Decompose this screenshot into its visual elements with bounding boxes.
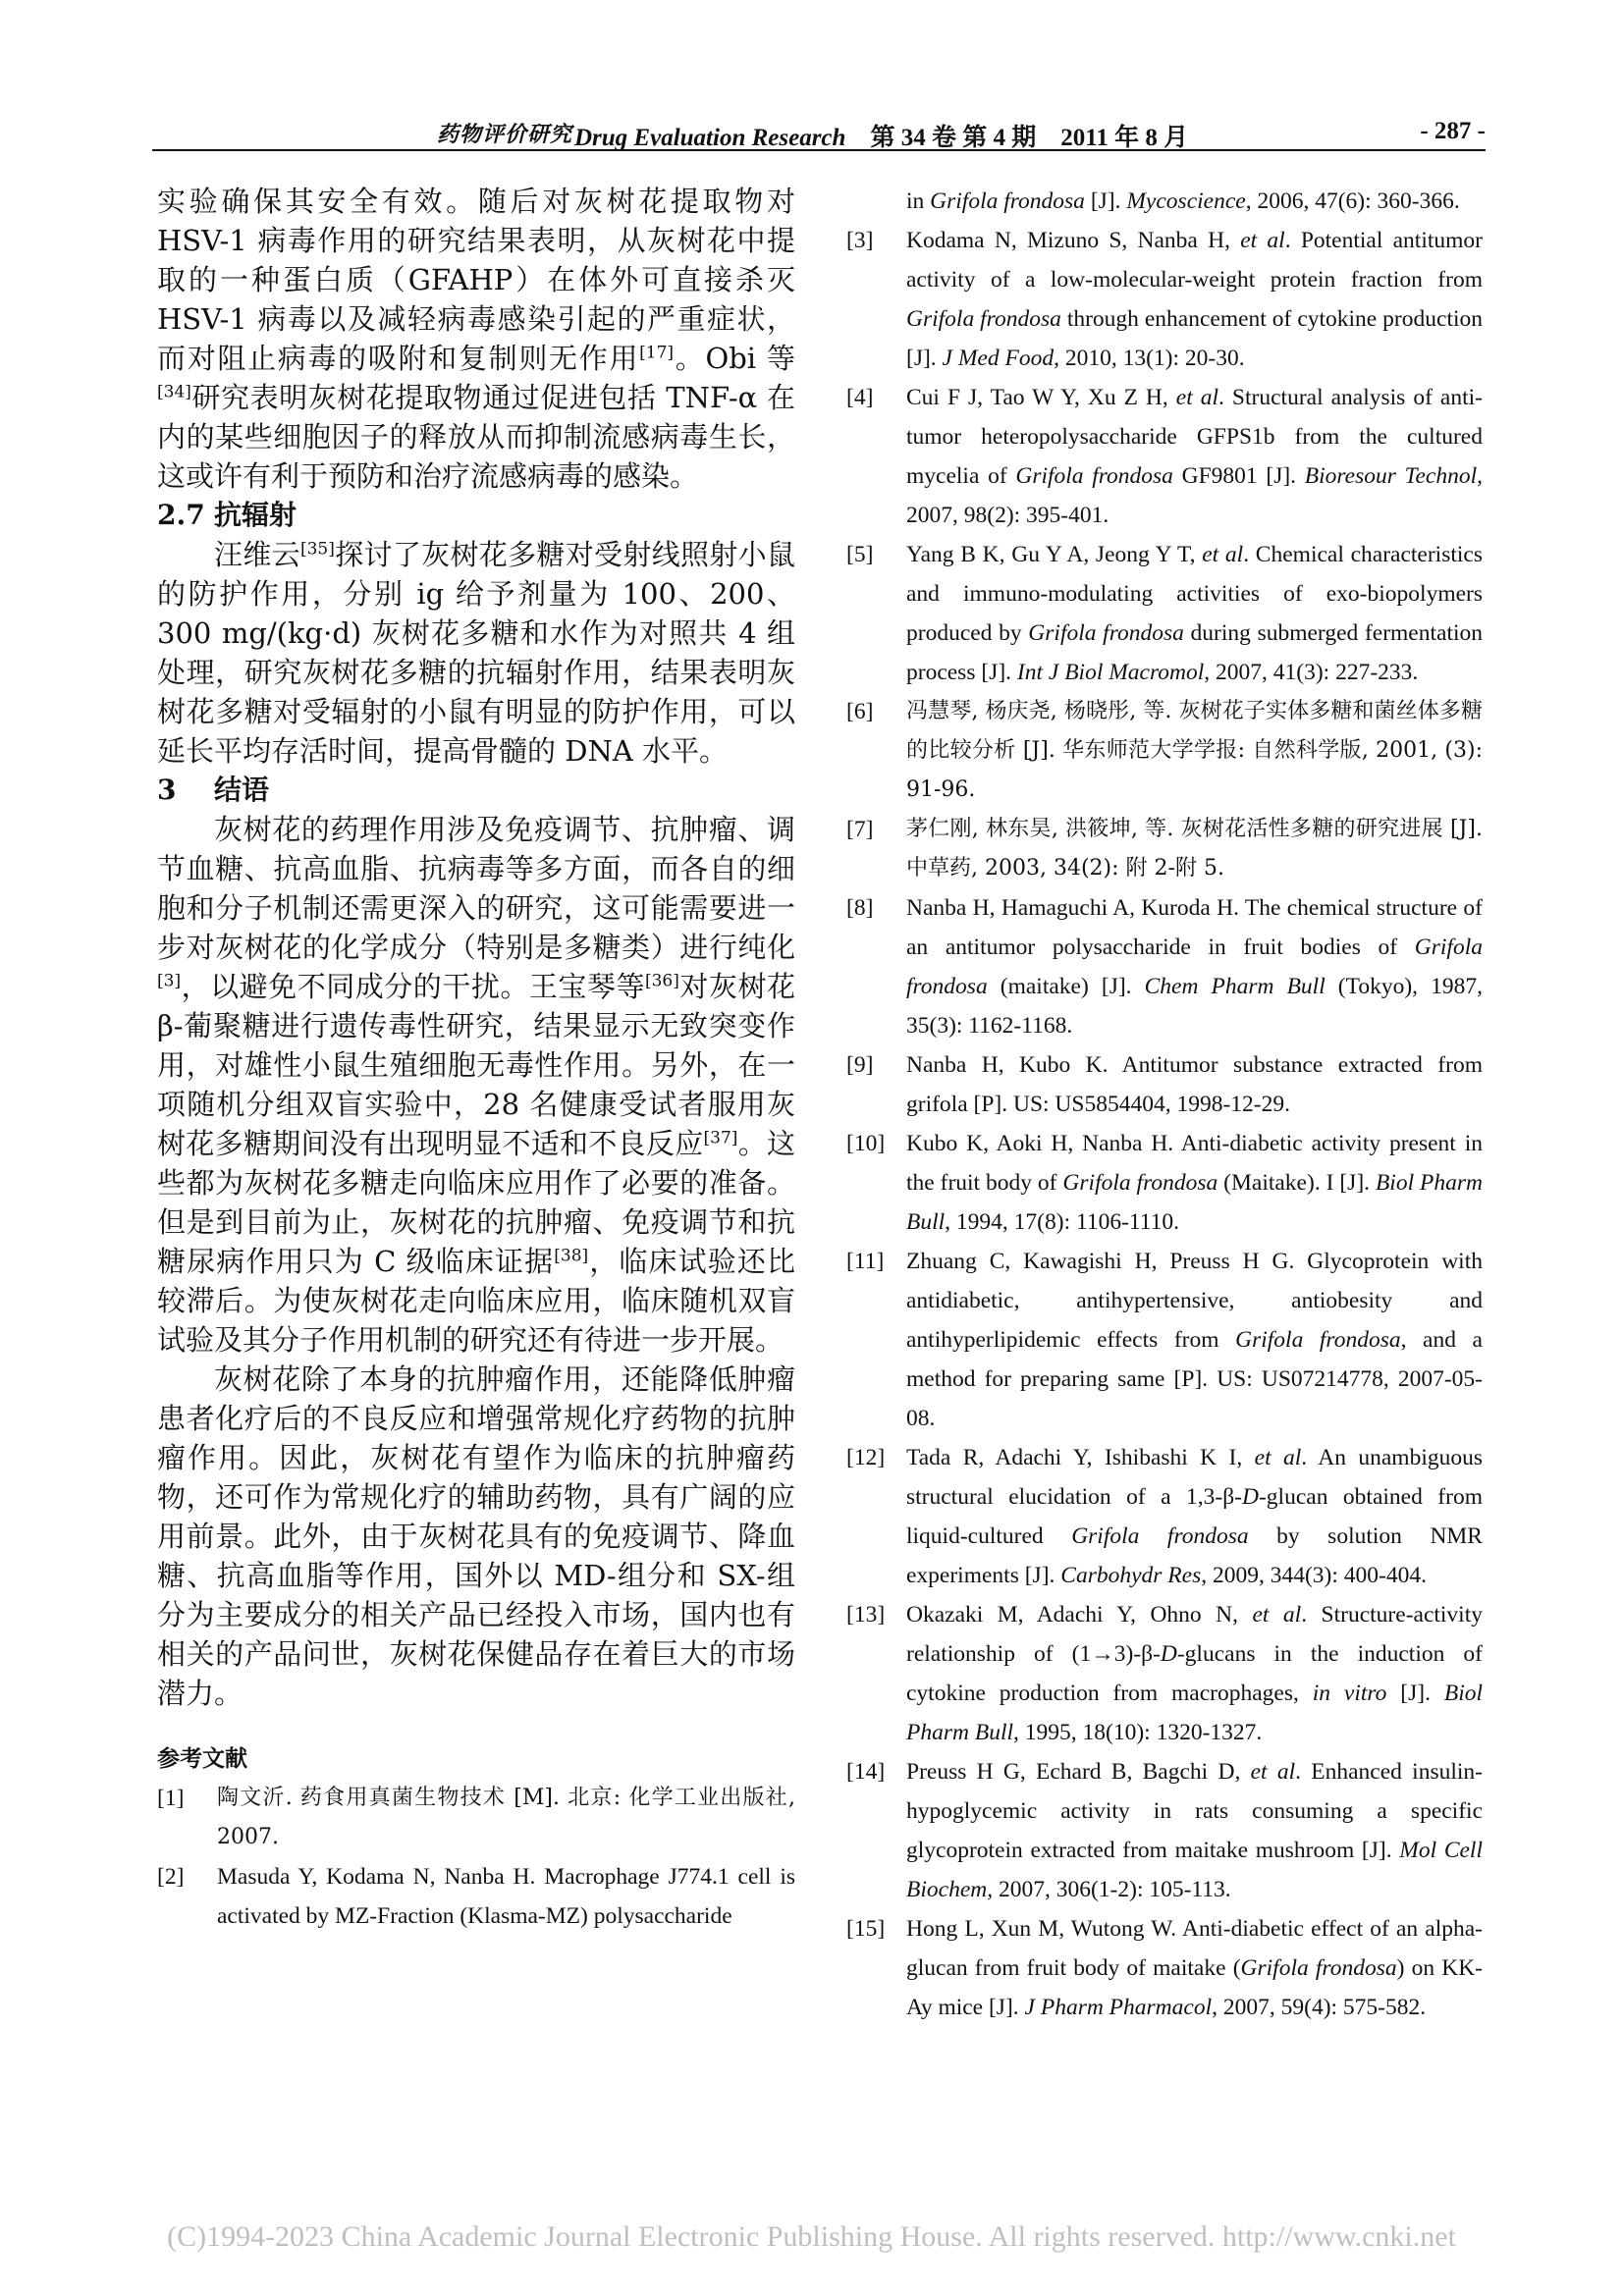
text: , 2010, 13(1): 20-30.: [1054, 346, 1245, 371]
reference-number: [11]: [846, 1249, 885, 1274]
reference-item: [846, 378, 1483, 535]
italic-text: et al: [1240, 228, 1285, 253]
heading-title: 结语: [214, 774, 270, 806]
reference-number: [13]: [846, 1602, 886, 1628]
text: Kodama N, Mizuno S, Nanba H,: [906, 228, 1241, 253]
text: , 1995, 18(10): 1320-1327.: [1013, 1720, 1263, 1745]
text: by solution NMR experiments [J].: [906, 1523, 1483, 1588]
references-heading: 参考文献: [157, 1745, 247, 1772]
italic-text: D: [1160, 1641, 1177, 1667]
paragraph-hsv: [157, 182, 795, 496]
italic-text: Chem Pharm Bull: [1144, 974, 1325, 999]
citation: [17]: [639, 343, 675, 363]
text: -glucans in the induction of cytokine production from macrophages,: [906, 1641, 1483, 1706]
text: Preuss H G, Echard B, Bagchi D,: [906, 1759, 1251, 1785]
text: Nanba H, Hamaguchi A, Kuroda H. The chemical structure of an antitumor polysaccharide in fruit bodies of: [906, 895, 1483, 960]
italic-text: in vitro: [1312, 1681, 1387, 1706]
italic-text: Grifola frondosa: [1015, 463, 1173, 489]
italic-text: Grifola frondosa: [930, 188, 1085, 214]
italic-text: J Med Food: [942, 346, 1055, 371]
italic-text: Grifola frondosa: [1235, 1327, 1401, 1353]
text: , 1994, 17(8): 1106-1110.: [945, 1209, 1180, 1235]
citation: [37]: [703, 1128, 738, 1148]
text: Zhuang C, Kawagishi H, Preuss H G. Glycoprotein with antidiabetic, antihypertensive, antiobesity and antihyperlipidemic effects from: [906, 1249, 1483, 1353]
running-header: [152, 116, 1486, 151]
text: ，以避免不同成分的干扰。王宝琴等: [181, 970, 645, 1003]
reference-number: [8]: [846, 895, 874, 921]
reference-item: [846, 1438, 1483, 1595]
text: . An unambiguous structural elucidation of a 1,3-β-: [906, 1445, 1483, 1510]
text: , 2007, 98(2): 395-401.: [906, 463, 1483, 528]
reference-text: 茅仁刚, 林东昊, 洪筱坤, 等. 灰树花活性多糖的研究进展 [J]. 中草药, 2003, 34(2): 附 2-附 5.: [906, 817, 1483, 881]
heading-number: 2.7: [157, 499, 205, 531]
italic-text: D: [1242, 1484, 1259, 1510]
reference-text: Nanba H, Kubo K. Antitumor substance extracted from grifola [P]. US: US5854404, 1998-12-29.: [906, 1052, 1483, 1117]
reference-text: 陶文沂. 药食用真菌生物技术 [M]. 北京: 化学工业出版社, 2007.: [217, 1786, 795, 1849]
text: 灰树花的药理作用涉及免疫调节、抗肿瘤、调节血糖、抗高血脂、抗病毒等多方面，而各自的细胞和分子机制还需更深入的研究，这可能需要进一步对灰树花的化学成分（特别是多糖类）进行纯化: [157, 813, 795, 964]
italic-text: et al: [1250, 1759, 1296, 1785]
text: . Structure-activity relationship of (1→3)-β-: [906, 1602, 1483, 1667]
reference-item: [846, 535, 1483, 692]
citation: [38]: [554, 1246, 589, 1266]
text: (Tokyo), 1987, 35(3): 1162-1168.: [906, 974, 1483, 1039]
reference-number: [2]: [157, 1864, 185, 1890]
heading-title: 抗辐射: [214, 499, 298, 531]
reference-item: [846, 810, 1483, 888]
italic-text: Grifola frondosa: [906, 306, 1061, 332]
text: , 2007, 41(3): 227-233.: [1204, 660, 1419, 685]
italic-text: J Pharm Pharmacol: [1024, 1995, 1213, 2020]
reference-number: [12]: [846, 1445, 886, 1470]
italic-text: Biol Pharm Bull: [906, 1681, 1484, 1745]
text: [J].: [1386, 1681, 1444, 1706]
text: [J].: [1084, 188, 1127, 214]
text: . Enhanced insulin-hypoglycemic activity in rats consuming a specific glycoprotein extracted from maitake mushroom [J].: [906, 1759, 1483, 1863]
italic-text: Int J Biol Macromol: [1016, 660, 1205, 685]
italic-text: Carbohydr Res: [1060, 1563, 1202, 1588]
italic-text: Mol Cell Biochem: [906, 1838, 1483, 1902]
italic-text: et al: [1252, 1602, 1302, 1628]
paragraph-conclusion-1: [157, 810, 795, 1360]
reference-item: [846, 1242, 1483, 1438]
reference-item: [846, 1045, 1483, 1124]
left-column: [157, 182, 795, 1936]
reference-number: [10]: [846, 1131, 886, 1156]
copyright-footer: (C)1994-2023 China Academic Journal Electronic Publishing House. All rights reserved. http://www.cnki.net: [167, 2220, 1456, 2253]
reference-number: [9]: [846, 1052, 874, 1078]
italic-text: et al: [1254, 1445, 1302, 1470]
text: (maitake) [J].: [987, 974, 1145, 999]
italic-text: Grifola frondosa: [906, 934, 1483, 999]
italic-text: Grifola frondosa: [1240, 1955, 1397, 1981]
text: Hong L, Xun M, Wutong W. Anti-diabetic effect of an alpha-glucan from fruit body of maitake (: [906, 1916, 1483, 1981]
text: 。这些都为灰树花多糖走向临床应用作了必要的准备。但是到目前为止，灰树花的抗肿瘤、免疫调节和抗糖尿病作用只为 C 级临床证据: [157, 1127, 795, 1278]
text: Cui F J, Tao W Y, Xu Z H,: [906, 385, 1176, 410]
text: , and a method for preparing same [P]. US: US07214778, 2007-05-08.: [906, 1327, 1483, 1431]
text: ，临床试验还比较滞后。为使灰树花走向临床应用，临床随机双盲试验及其分子作用机制的研究还有待进一步开展。: [157, 1245, 795, 1357]
reference-number: [6]: [846, 699, 874, 724]
citation: [34]: [157, 382, 191, 402]
italic-text: Grifola frondosa: [1071, 1523, 1249, 1549]
text: 。Obi 等: [674, 342, 795, 375]
reference-number: [3]: [846, 228, 874, 253]
text: in: [906, 188, 931, 214]
paragraph-conclusion-2: 灰树花除了本身的抗肿瘤作用，还能降低肿瘤患者化疗后的不良反应和增强常规化疗药物的抗肿瘤作用。因此，灰树花有望作为临床的抗肿瘤药物，还可作为常规化疗的辅助药物，具有广阔的应用前景。此外，由于灰树花具有的免疫调节、降血糖、抗高血脂等作用，国外以 MD-组分和 SX-组分为主要成分的相关产品已经投入市场，国内也有相关的产品问世，灰树花保健品存在着巨大的市场潜力。: [157, 1362, 795, 1710]
italic-text: Grifola frondosa: [1028, 620, 1184, 646]
text: Tada R, Adachi Y, Ishibashi K I,: [906, 1445, 1255, 1470]
text: 实验确保其安全有效。随后对灰树花提取物对 HSV-1 病毒作用的研究结果表明，从灰树花中提取的一种蛋白质（GFAHP）在体外可直接杀灭 HSV-1 病毒以及减轻病毒感染引起的严重症状，而对阻止病毒的吸附和复制则无作用: [157, 185, 795, 375]
text: through enhancement of cytokine production [J].: [906, 306, 1483, 371]
italic-text: Bioresour Technol: [1304, 463, 1478, 489]
italic-text: Mycoscience: [1126, 188, 1246, 214]
journal-logo-text: 药物评价研究: [437, 122, 573, 147]
text: Yang B K, Gu Y A, Jeong Y T,: [906, 542, 1203, 567]
section-heading-2-7: [157, 496, 795, 535]
italic-text: Grifola frondosa: [1062, 1170, 1218, 1196]
text: Kubo K, Aoki H, Nanba H. Anti-diabetic activity present in the fruit body of: [906, 1131, 1483, 1196]
reference-item: [846, 1124, 1483, 1242]
text: GF9801 [J].: [1172, 463, 1305, 489]
text: , 2009, 344(3): 400-404.: [1201, 1563, 1427, 1588]
reference-number: [5]: [846, 542, 874, 567]
text: 研究表明灰树花提取物通过促进包括 TNF-α 在内的某些细胞因子的释放从而抑制流感病毒生长，这或许有利于预防和治疗流感病毒的感染。: [157, 381, 795, 493]
reference-item: [846, 1909, 1483, 2027]
text: . Potential antitumor activity of a low-molecular-weight protein fraction from: [906, 228, 1484, 293]
section-heading-3: [157, 771, 795, 810]
reference-item: [846, 1595, 1483, 1752]
citation: [3]: [157, 971, 182, 991]
text: . Chemical characteristics and immuno-modulating activities of exo-biopolymers produced by: [906, 542, 1483, 646]
reference-number: [1]: [157, 1786, 185, 1811]
text: . Structural analysis of anti-tumor heteropolysaccharide GFPS1b from the cultured mycelia of: [906, 385, 1483, 489]
heading-number: 3: [157, 774, 177, 806]
text: 汪维云: [214, 538, 300, 571]
reference-item: [157, 1857, 795, 1936]
text: -glucan obtained from liquid-cultured: [906, 1484, 1483, 1549]
reference-item-continued: [846, 182, 1483, 221]
text: , 2007, 59(4): 575-582.: [1212, 1995, 1427, 2020]
reference-item: [846, 692, 1483, 810]
text: 对灰树花 β-葡聚糖进行遗传毒性研究，结果显示无致突变作用，对雄性小鼠生殖细胞无毒性作用。另外，在一项随机分组双盲实验中，28 名健康受试者服用灰树花多糖期间没有出现明显不适和不良反应: [157, 970, 795, 1160]
reference-item: [846, 888, 1483, 1045]
journal-name: Drug Evaluation Research: [574, 125, 846, 151]
reference-item: [157, 1779, 795, 1857]
text: , 2007, 306(1-2): 105-113.: [987, 1877, 1231, 1902]
italic-text: et al: [1202, 542, 1244, 567]
citation: [36]: [644, 971, 679, 991]
italic-text: Biol Pharm Bull: [906, 1170, 1483, 1235]
reference-number: [4]: [846, 385, 874, 410]
text: 探讨了灰树花多糖对受射线照射小鼠的防护作用，分别 ig 给予剂量为 100、200、300 mg/(kg·d) 灰树花多糖和水作为对照共 4 组处理，研究灰树花多糖的抗辐射作用，结果表明灰树花多糖对受辐射的小鼠有明显的防护作用，可以延长平均存活时间，提高骨髓的 DNA 水平。: [157, 538, 795, 768]
italic-text: et al: [1175, 385, 1219, 410]
reference-text: 冯慧琴, 杨庆尧, 杨晓彤, 等. 灰树花子实体多糖和菌丝体多糖的比较分析 [J]. 华东师范大学学报: 自然科学版, 2001, (3): 91-96.: [906, 699, 1483, 802]
citation: [35]: [299, 539, 335, 560]
reference-text: Masuda Y, Kodama N, Nanba H. Macrophage J774.1 cell is activated by MZ-Fraction (Klasma-MZ) polysaccharide: [217, 1864, 795, 1929]
issue-info: 第 34 卷 第 4 期 2011 年 8 月: [870, 125, 1189, 151]
reference-number: [7]: [846, 817, 874, 842]
text: during submerged fermentation process [J].: [906, 620, 1483, 685]
right-column: [846, 182, 1483, 2027]
text: (Maitake). I [J].: [1217, 1170, 1376, 1196]
page-number: - 287 -: [1420, 118, 1486, 144]
reference-item: [846, 1752, 1483, 1909]
header-journal-info: [574, 118, 1188, 153]
text: , 2006, 47(6): 360-366.: [1245, 188, 1460, 214]
reference-number: [14]: [846, 1759, 886, 1785]
paragraph-radiation: [157, 535, 795, 771]
reference-number: [15]: [846, 1916, 886, 1942]
reference-item: [846, 221, 1483, 378]
text: ) on KK-Ay mice [J].: [906, 1955, 1484, 2020]
text: Okazaki M, Adachi Y, Ohno N,: [906, 1602, 1253, 1628]
